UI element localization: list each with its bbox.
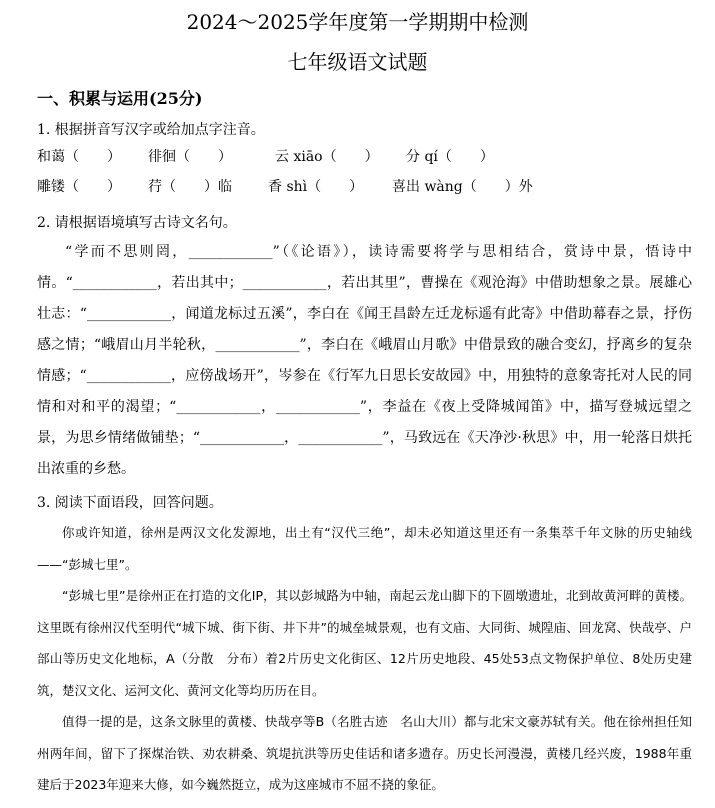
passage-paragraph: 值得一提的是，这条文脉里的黄楼、快哉亭等B（名胜古迹 名山大川）都与北宋文豪苏轼有关。他在徐州担任知州两年间，留下了探煤治铁、劝农耕桑、筑堤抗洪等历史佳话和诸多遗存。历史长河漫漫，黄楼几经兴废，1988年重建后于2023年迎来大修，如今巍然挺立，成为这座城市不屈不挠的象征。 [37,714,692,792]
pinyin-item: 雕镂（ ） [37,179,121,195]
passage-paragraph: 你或许知道，徐州是两汉文化发源地，出土有“汉代三绝”，却未必知道这里还有一条集萃千年文脉的历史轴线——“彭城七里”。 [37,525,692,572]
question-3-passage [37,517,692,801]
question-1-prompt: 1. 根据拼音写汉字或给加点字注音。 [37,122,265,138]
question-2-prompt: 2. 请根据语境填写古诗文名句。 [37,215,237,231]
exam-subtitle: 七年级语文试题 [287,50,428,74]
pinyin-item: 和蔼（ ） [37,149,121,165]
passage-paragraph: “彭城七里”是徐州正在打造的文化IP，其以彭城路为中轴，南起云龙山脚下的下圆墩遗址，北到故黄河畔的黄楼。这里既有徐州汉代至明代“城下城、街下街、井下井”的城垒城景观，也有文庙、大同街、城隍庙、回龙窝、快哉亭、户部山等历史文化地标，A（分散 分布）着2片历史文化街区、12片历史地段、45处53点文物保护单位、8处历史建筑，楚汉文化、运河文化、黄河文化等均历历在目。 [37,588,692,698]
pinyin-item: 徘徊（ ） [148,149,232,165]
poem-fill-text: “学而不思则罔，____________”（《论语》），读诗需要将学与思相结合，赏诗中景，悟诗中情。“____________，若出其中；____________，若出其里”，曹操在《观沧海》中借助想象之景。展雄心壮志：“____________，闻道龙标过五溪”，李白在《闻王昌龄左迁龙标遥有此寄》中借助幕春之景，抒伤感之情；“峨眉山月半轮秋，____________”，李白在《峨眉山月歌》中借景致的融合变幻，抒离乡的复杂情感；“____________，应傍战场开”，岑参在《行军九日思长安故园》中，用独特的意象寄托对人民的同情和对和平的渴望；“____________，____________”，李益在《夜上受降城闻笛》中，描写登城远望之景，为思乡情绪做铺垫；“____________，____________”，马致远在《天净沙·秋思》中，用一轮落日烘托出浓重的乡愁。 [37,244,692,477]
section-title: 一、积累与运用(25分) [37,89,203,108]
pinyin-item: 云 xiāo（ ） [275,149,379,165]
pinyin-item: 荇（ ）临 [148,179,232,195]
exam-title: 2024～2025学年度第一学期期中检测 [186,10,529,34]
pinyin-item: 喜出 wàng（ ）外 [392,179,533,195]
question-3-prompt: 3. 阅读下面语段，回答问题。 [37,495,223,511]
question-2-paragraph [37,237,692,485]
pinyin-item: 分 qí（ ） [406,149,494,165]
pinyin-item: 香 shì（ ） [268,179,364,195]
